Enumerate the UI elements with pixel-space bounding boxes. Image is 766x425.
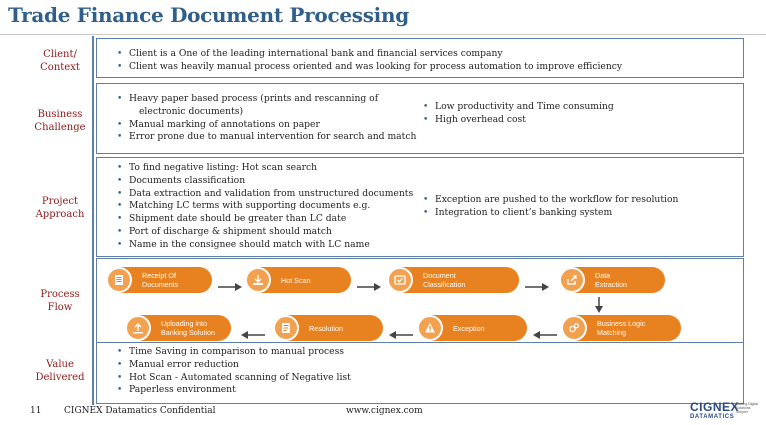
list-item: • Error prone due to manual intervention for search and match xyxy=(117,131,416,144)
confidential-notice: CIGNEX Datamatics Confidential xyxy=(64,406,216,416)
step-label: Classification xyxy=(423,280,466,289)
step-receipt-of-documents xyxy=(108,267,212,293)
arrow-left-icon xyxy=(389,324,413,332)
title-divider xyxy=(0,34,766,35)
value-box xyxy=(96,342,744,404)
label-line: Context xyxy=(40,62,80,73)
page-title: Trade Finance Document Processing xyxy=(8,3,409,27)
list-item: • Data extraction and validation from unstructured documents xyxy=(117,188,413,201)
approach-right-list xyxy=(423,194,678,220)
list-item: • Matching LC terms with supporting documents e.g. xyxy=(117,200,413,213)
step-resolution xyxy=(275,315,383,341)
step-label: Receipt Of xyxy=(142,271,176,280)
list-item: • Documents classification xyxy=(117,175,413,188)
challenge-box xyxy=(96,83,744,154)
logo-top-text: CIGNEX xyxy=(690,400,740,414)
step-document-classification xyxy=(389,267,519,293)
label-line: Approach xyxy=(35,209,85,220)
step-label: Resolution xyxy=(309,323,343,333)
classify-icon xyxy=(387,267,413,293)
step-label: Documents xyxy=(142,280,179,289)
list-item: • Time Saving in comparison to manual process xyxy=(117,346,351,359)
arrow-right-icon xyxy=(218,276,242,284)
label-line: Client/ xyxy=(43,49,77,60)
label-line: Flow xyxy=(47,302,73,313)
step-label: Hot Scan xyxy=(281,275,311,285)
step-hot-scan xyxy=(247,267,351,293)
arrow-right-icon xyxy=(525,276,549,284)
list-item: • Hot Scan - Automated scanning of Negative list xyxy=(117,372,351,385)
list-item: • Client was heavily manual process oriented and was looking for process automation to improve efficiency xyxy=(117,61,622,74)
logo-tagline: Making Digital Solutions Simpler xyxy=(736,402,758,415)
list-item: • Shipment date should be greater than LC date xyxy=(117,213,413,226)
list-item: • Manual marking of annotations on paper xyxy=(117,119,416,132)
label-line: Project xyxy=(41,196,79,207)
step-business-logic-matching xyxy=(563,315,681,341)
step-exception xyxy=(419,315,527,341)
page-number: 11 xyxy=(30,406,42,416)
warning-icon xyxy=(417,315,443,341)
step-uploading-into-banking-solution xyxy=(127,315,231,341)
vertical-divider xyxy=(92,36,94,405)
company-logo xyxy=(690,401,758,423)
list-item: • Exception are pushed to the workflow for resolution xyxy=(423,194,678,207)
step-label: Uploading into xyxy=(161,319,207,328)
step-label: Data xyxy=(595,271,611,280)
row-label-value xyxy=(28,358,92,384)
footer-url: www.cignex.com xyxy=(346,406,423,416)
context-box xyxy=(96,38,744,78)
list-item: • Port of discharge & shipment should match xyxy=(117,226,413,239)
resolution-icon xyxy=(273,315,299,341)
row-label-challenge xyxy=(28,108,92,134)
gears-icon xyxy=(561,315,587,341)
row-label-approach xyxy=(28,195,92,221)
list-item: • Integration to client’s banking system xyxy=(423,207,678,220)
arrow-right-icon xyxy=(357,276,381,284)
row-label-flow xyxy=(28,288,92,314)
list-item: • Manual error reduction xyxy=(117,359,351,372)
context-list xyxy=(117,48,622,74)
label-line: Process xyxy=(40,289,80,300)
list-item: • High overhead cost xyxy=(423,114,614,127)
logo-bottom-text: DATAMATICS xyxy=(690,414,735,420)
step-label: Extraction xyxy=(595,280,627,289)
list-item-continuation: electronic documents) xyxy=(139,105,244,117)
list-item: • Client is a One of the leading international bank and financial services company xyxy=(117,48,622,61)
step-label: Business Logic xyxy=(597,319,646,328)
label-line: Value xyxy=(46,359,74,370)
step-label: Banking Solution xyxy=(161,328,215,337)
export-icon xyxy=(559,267,585,293)
step-data-extraction xyxy=(561,267,665,293)
challenge-right-list xyxy=(423,101,614,127)
label-line: Delivered xyxy=(35,372,85,383)
label-line: Business xyxy=(37,109,83,120)
row-label-context xyxy=(28,48,92,74)
list-item: • Paperless environment xyxy=(117,384,351,397)
arrow-left-icon xyxy=(533,324,557,332)
list-item: • Name in the consignee should match with LC name xyxy=(117,239,413,252)
list-item: • Heavy paper based process (prints and rescanning of xyxy=(117,93,416,106)
scan-icon xyxy=(245,267,271,293)
approach-box xyxy=(96,157,744,257)
list-item: • To find negative listing: Hot scan search xyxy=(117,162,413,175)
arrow-down-icon xyxy=(595,297,603,313)
step-label: Matching xyxy=(597,328,627,337)
label-line: Challenge xyxy=(34,122,86,133)
step-label: Exception xyxy=(453,323,485,333)
challenge-left-list xyxy=(117,93,416,144)
list-item: • Low productivity and Time consuming xyxy=(423,101,614,114)
step-label: Document xyxy=(423,271,456,280)
document-icon xyxy=(106,267,132,293)
approach-left-list xyxy=(117,162,413,252)
arrow-left-icon xyxy=(241,324,265,332)
value-list xyxy=(117,346,351,397)
content-grid xyxy=(28,36,743,405)
upload-icon xyxy=(125,315,151,341)
